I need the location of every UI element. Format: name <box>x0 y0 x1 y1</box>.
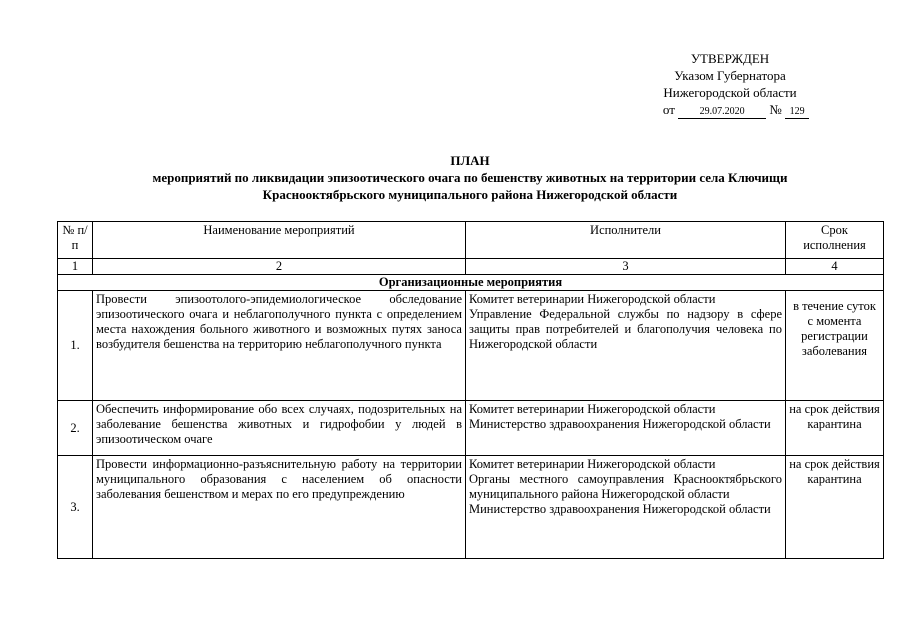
executor: Министерство здравоохранения Нижегородской области <box>469 502 771 516</box>
row-executors <box>466 401 786 456</box>
row-number: 2. <box>58 401 93 456</box>
column-numbers-row <box>58 259 884 275</box>
table-row <box>58 456 884 559</box>
header-executors: Исполнители <box>466 222 786 259</box>
column-number: 3 <box>466 259 786 275</box>
executor: Комитет ветеринарии Нижегородской области <box>469 402 716 416</box>
column-number: 2 <box>93 259 466 275</box>
row-description: Провести информационно-разъяснительную работу на территории муниципального образования с населением об опасности заболевания бешенством и мерах по его предупреждению <box>93 456 466 559</box>
executor: Министерство здравоохранения Нижегородской области <box>469 417 771 431</box>
header-name: Наименование мероприятий <box>93 222 466 259</box>
row-executors <box>466 456 786 559</box>
document-subtitle-1: мероприятий по ликвидации эпизоотического очага по бешенству животных на территории села Ключищи <box>152 170 788 185</box>
table-header-row <box>58 222 884 259</box>
approval-date-line <box>606 101 866 119</box>
approval-line-2: Указом Губернатора <box>674 68 786 83</box>
section-title: Организационные мероприятия <box>58 275 884 291</box>
table-row <box>58 401 884 456</box>
approval-stamp <box>600 50 860 119</box>
header-num: № п/п <box>58 222 93 259</box>
document-subtitle-2: Краснооктябрьского муниципального района Нижегородской области <box>262 187 678 202</box>
approval-line-3: Нижегородской области <box>663 85 797 100</box>
executor: Комитет ветеринарии Нижегородской области <box>469 292 716 306</box>
executor: Управление Федеральной службы по надзору в сфере защиты прав потребителей и благополучия человека по Нижегородской области <box>469 307 782 351</box>
row-term: в течение суток с момента регистрации заболевания <box>786 291 884 401</box>
row-description: Обеспечить информирование обо всех случаях, подозрительных на заболевание бешенства животных и гидрофобии у людей в эпизоотическом очаге <box>93 401 466 456</box>
table-row <box>58 291 884 401</box>
row-description: Провести эпизоотолого-эпидемиологическое обследование эпизоотического очага и неблагополучного пункта с определением места нахождения больного животного и возможных путях заноса возбудителя бешенства на территорию неблагополучного пункта <box>93 291 466 401</box>
approval-number: 129 <box>785 106 809 119</box>
approval-date: 29.07.2020 <box>678 106 766 119</box>
document-title: ПЛАН <box>450 153 490 168</box>
number-sign: № <box>769 102 782 117</box>
row-term: на срок действия карантина <box>786 401 884 456</box>
header-term: Срок исполнения <box>786 222 884 259</box>
row-term: на срок действия карантина <box>786 456 884 559</box>
row-number: 1. <box>58 291 93 401</box>
measures-table <box>57 221 884 559</box>
row-number: 3. <box>58 456 93 559</box>
executor: Комитет ветеринарии Нижегородской области <box>469 457 716 471</box>
executor: Органы местного самоуправления Краснооктябрьского муниципального района Нижегородской области <box>469 472 782 501</box>
row-executors <box>466 291 786 401</box>
from-label: от <box>662 102 675 117</box>
section-row <box>58 275 884 291</box>
approval-line-1: УТВЕРЖДЕН <box>690 51 770 66</box>
column-number: 4 <box>786 259 884 275</box>
column-number: 1 <box>58 259 93 275</box>
